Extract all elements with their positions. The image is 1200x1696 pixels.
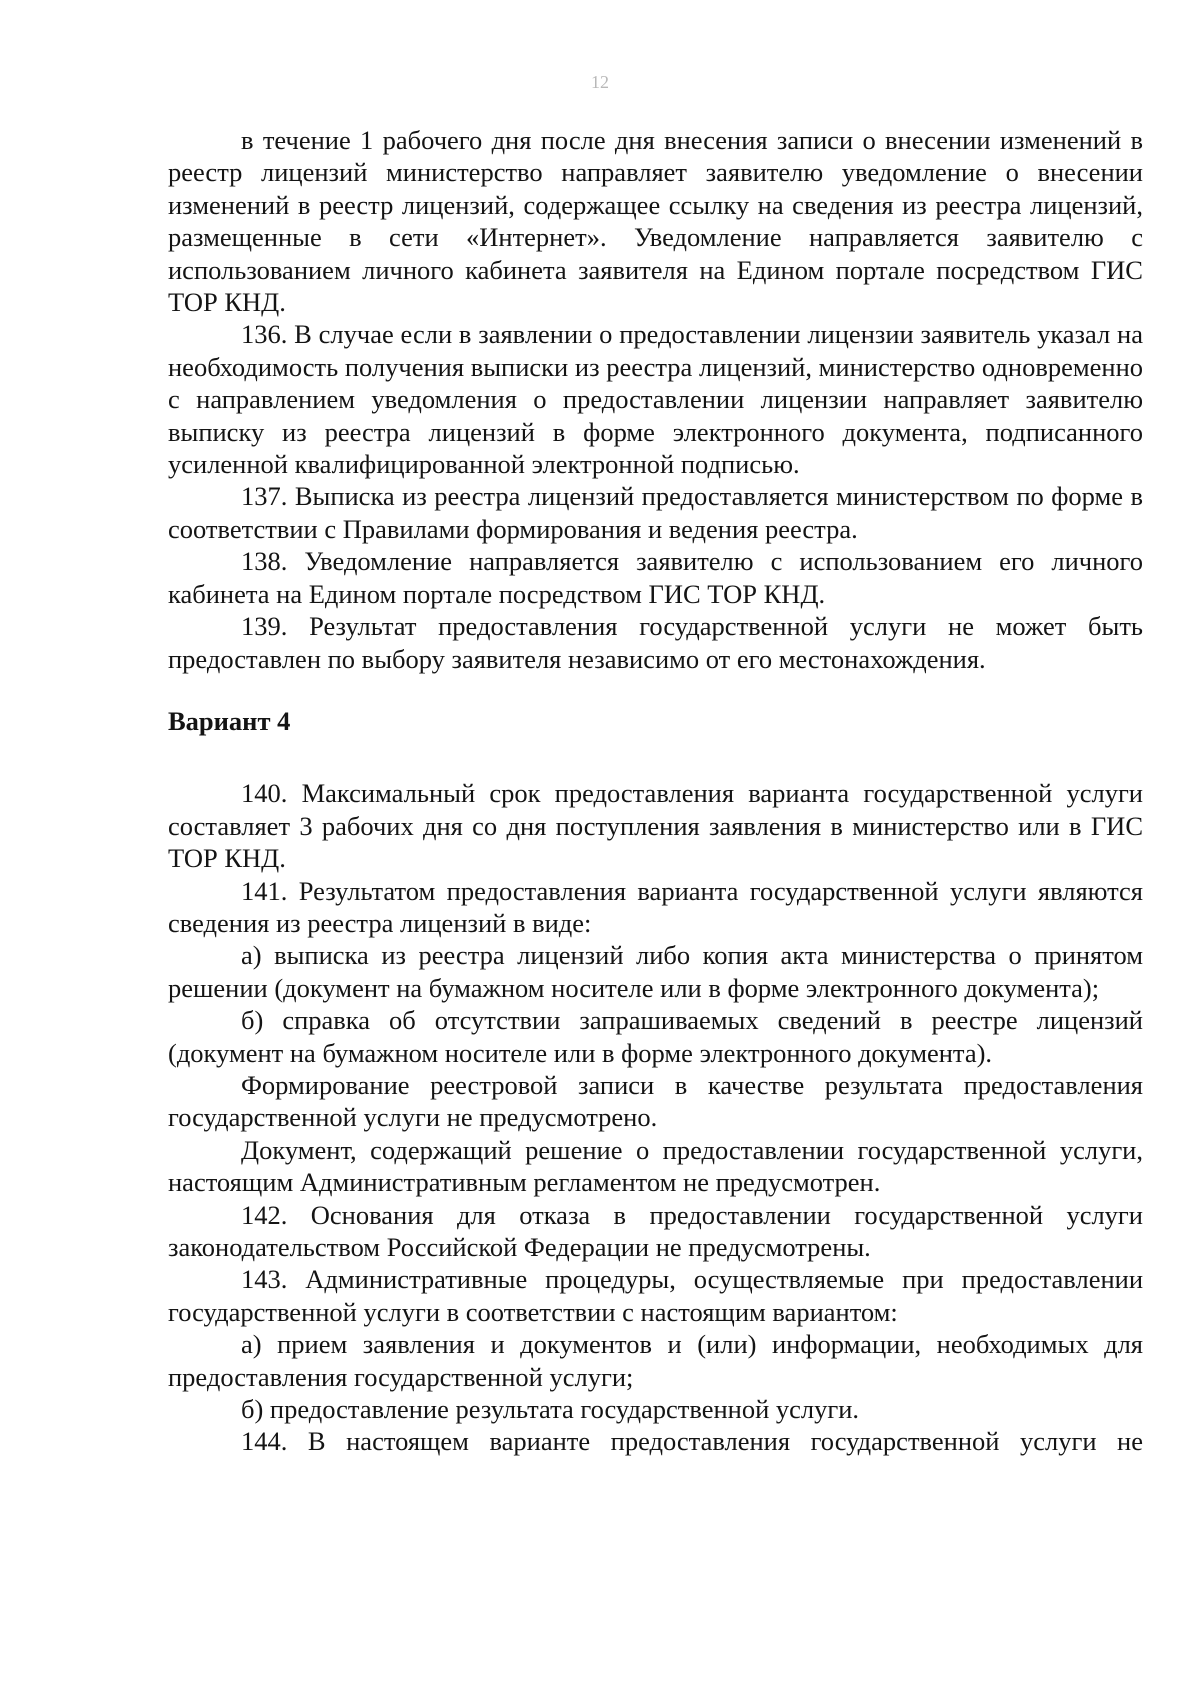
paragraph: 141. Результатом предоставления варианта государственной услуги являются сведения из реестра лицензий в виде: (168, 875, 1143, 938)
paragraph: 138. Уведомление направляется заявителю с использованием его личного кабинета на Едином портале посредством ГИС ТОР КНД. (168, 546, 1143, 609)
paragraph: 142. Основания для отказа в предоставлении государственной услуги законодательством Российской Федерации не предусмотрены. (168, 1199, 1143, 1262)
paragraph: Документ, содержащий решение о предоставлении государственной услуги, настоящим Административным регламентом не предусмотрен. (168, 1134, 1143, 1198)
document-body (168, 124, 1143, 1458)
paragraph: 143. Административные процедуры, осуществляемые при предоставлении государственной услуги в соответствии с настоящим вариантом: (168, 1264, 1143, 1327)
paragraph: Формирование реестровой записи в качестве результата предоставления государственной услуги не предусмотрено. (168, 1069, 1143, 1133)
page-number: 12 (591, 72, 609, 92)
paragraph: а) выписка из реестра лицензий либо копия акта министерства о принятом решении (документ на бумажном носителе или в форме электронного документа); (168, 940, 1143, 1003)
paragraph: б) справка об отсутствии запрашиваемых сведений в реестре лицензий (документ на бумажном носителе или в форме электронного документа). (168, 1005, 1143, 1068)
paragraph: 144. В настоящем варианте предоставления государственной услуги не (241, 1426, 1143, 1457)
paragraphs-before-heading (168, 124, 1143, 675)
paragraphs-after-heading (168, 777, 1143, 1458)
paragraph: 136. В случае если в заявлении о предоставлении лицензии заявитель указал на необходимость получения выписки из реестра лицензий, министерство одновременно с направлением уведомления о предоставлении лицензии направляет заявителю выписку из реестра лицензий в форме электронного документа, подписанного усиленной квалифицированной электронной подписью. (168, 319, 1143, 480)
paragraph: в течение 1 рабочего дня после дня внесения записи о внесении изменений в реестр лицензий министерство направляет заявителю уведомление о внесении изменений в реестр лицензий, содержащее ссылку на сведения из реестра лицензий, размещенные в сети «Интернет». Уведомление направляется заявителю с использованием личного кабинета заявителя на Едином портале посредством ГИС ТОР КНД. (168, 125, 1143, 318)
section-heading: Вариант 4 (168, 705, 291, 736)
paragraph: 140. Максимальный срок предоставления варианта государственной услуги составляет 3 рабочих дня со дня поступления заявления в министерство или в ГИС ТОР КНД. (168, 778, 1143, 874)
paragraph: 137. Выписка из реестра лицензий предоставляется министерством по форме в соответствии с Правилами формирования и ведения реестра. (168, 481, 1143, 544)
paragraph: б) предоставление результата государственной услуги. (241, 1394, 860, 1425)
paragraph: а) прием заявления и документов и (или) информации, необходимых для предоставления государственной услуги; (168, 1329, 1143, 1392)
paragraph: 139. Результат предоставления государственной услуги не может быть предоставлен по выбору заявителя независимо от его местонахождения. (168, 611, 1143, 674)
